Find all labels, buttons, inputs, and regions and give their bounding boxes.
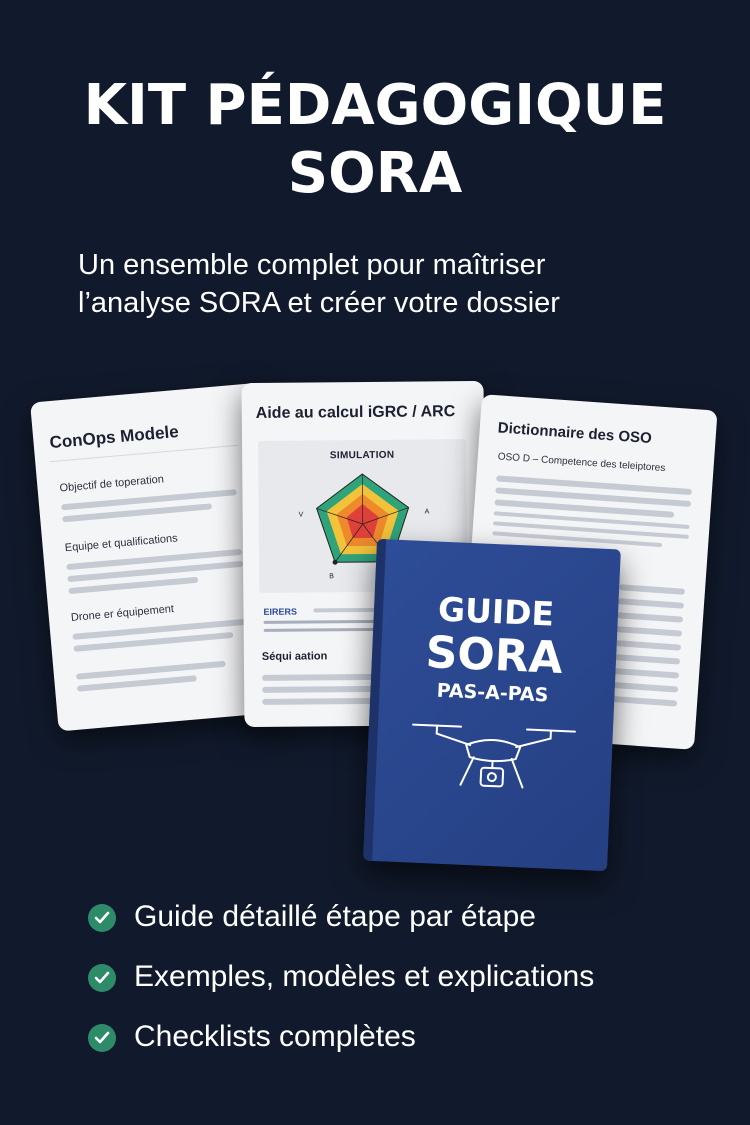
title-line-1: KIT PÉDAGOGIQUE (83, 73, 667, 138)
book-title-line-2: SORA (424, 627, 564, 685)
text-line (616, 626, 682, 637)
feature-item (88, 958, 728, 998)
conops-section-1: Objectif de toperation (59, 473, 165, 495)
title-line-2: SORA (287, 141, 463, 206)
text-line (614, 654, 680, 665)
text-line (618, 598, 684, 609)
subtitle (78, 246, 698, 322)
subtitle-line-2: l’analyse SORA et créer votre dossier (78, 287, 560, 319)
feature-label: Exemples, modèles et explications (134, 960, 595, 993)
calc-section: Séqui aation (261, 650, 328, 663)
guide-book (363, 539, 621, 871)
text-line (611, 696, 677, 707)
axis-label-right: A (424, 508, 430, 516)
text-line (612, 682, 678, 693)
book-subtitle: PAS-A-PAS (436, 679, 549, 707)
oso-subtitle: OSO D – Competence des teleiptores (497, 451, 666, 475)
text-line (613, 668, 679, 679)
feature-item (88, 898, 728, 938)
check-circle-icon (88, 1024, 116, 1052)
page-title (0, 72, 750, 208)
simulation-label: SIMULATION (329, 449, 395, 462)
conops-section-2: Equipe et qualifications (64, 532, 179, 555)
text-line (615, 640, 681, 651)
feature-item (88, 1018, 728, 1058)
feature-label: Checklists complètes (134, 1020, 416, 1053)
check-circle-icon (88, 904, 116, 932)
text-line (619, 584, 685, 595)
axis-label-bottom: B (329, 573, 334, 581)
text-line (617, 612, 683, 623)
conops-section-3: Drone er équipement (70, 603, 175, 624)
book-title-line-1: GUIDE (437, 589, 555, 634)
mini-logo: EIRERS (263, 606, 298, 617)
text-line (76, 661, 226, 680)
check-circle-icon (88, 964, 116, 992)
conops-title: ConOps Modele (48, 421, 180, 453)
drone-icon (406, 712, 580, 809)
axis-label-left: V (298, 511, 304, 519)
calc-title: Aide au calcul iGRC / ARC (255, 403, 456, 422)
subtitle-line-1: Un ensemble complet pour maîtriser (78, 249, 546, 281)
feature-label: Guide détaillé étape par étape (134, 900, 536, 933)
oso-title: Dictionnaire des OSO (497, 419, 653, 448)
